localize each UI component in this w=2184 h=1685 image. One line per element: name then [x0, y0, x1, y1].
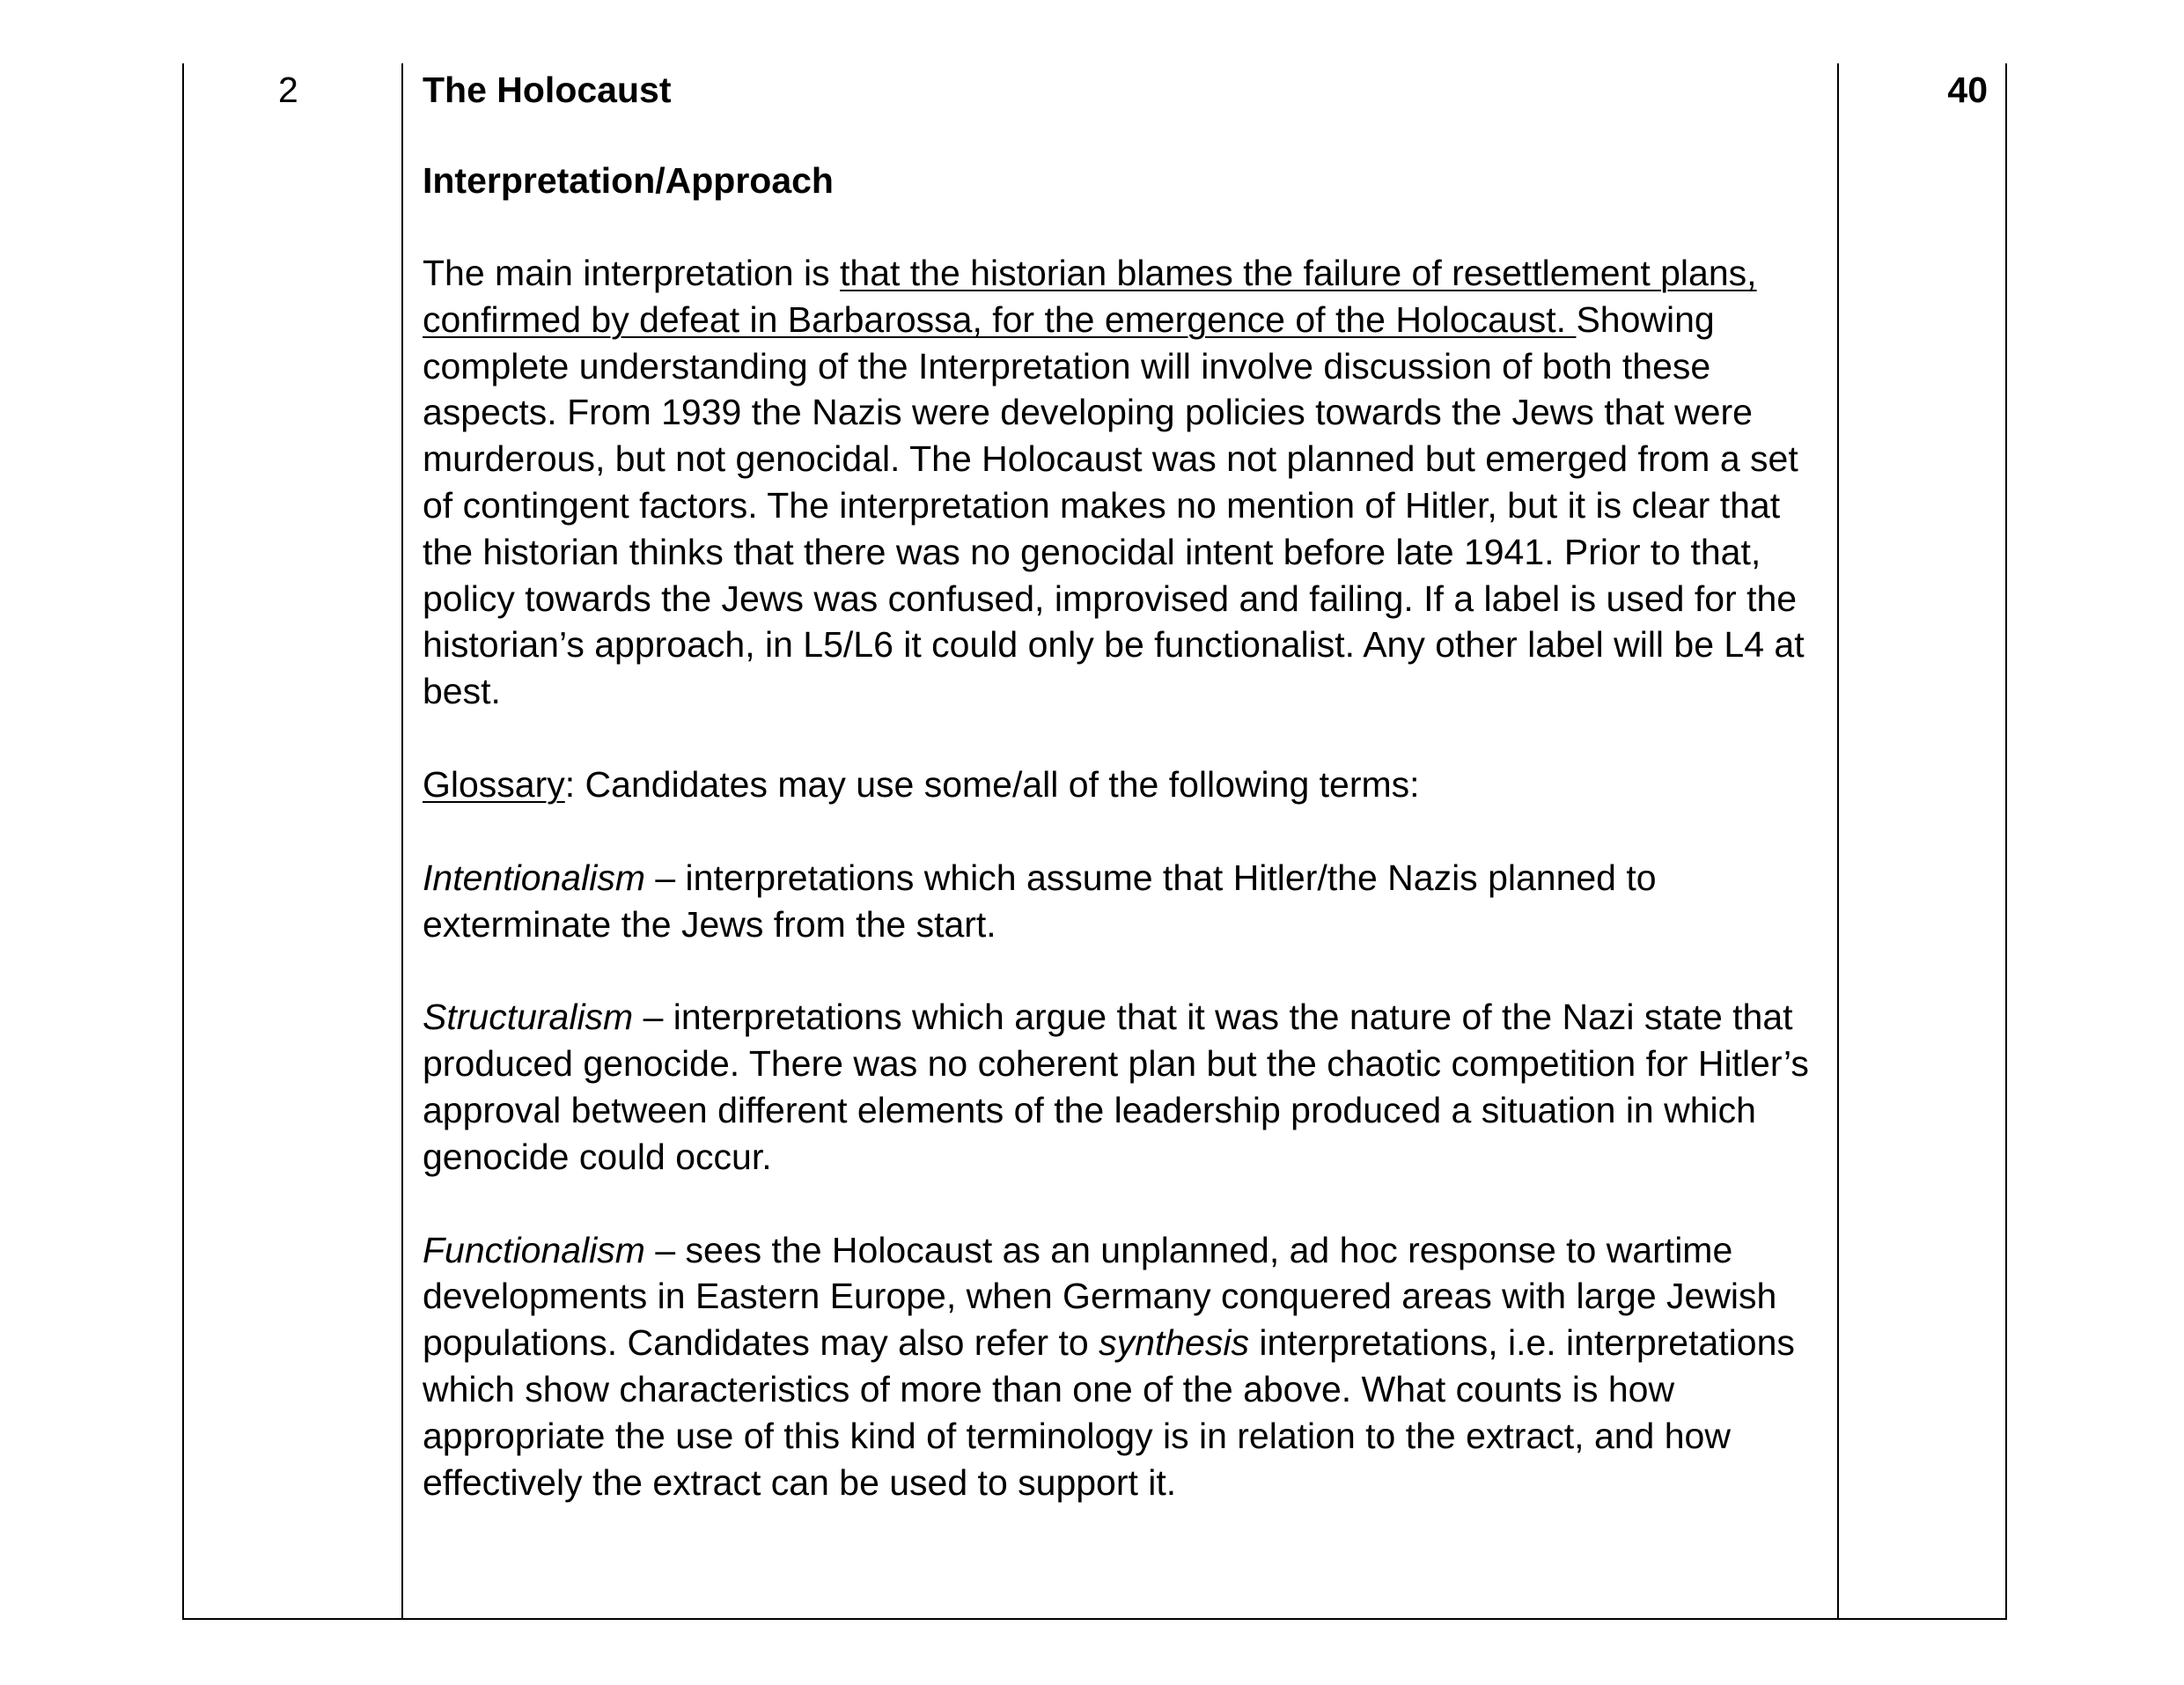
- glossary-definition: – sees the Holocaust as an unplanned, ad hoc response to wartime developments in Eastern Europe, when Germany conquered areas with large Jewish populations. Candidates may also refer to: [423, 1229, 1777, 1364]
- glossary-intro: : Candidates may use some/all of the following terms:: [564, 763, 1420, 805]
- table-border-right: [2005, 63, 2007, 1620]
- glossary-entry-structuralism: [423, 994, 1827, 1180]
- interpretation-paragraph: [423, 250, 1827, 715]
- glossary-entry-functionalism: [423, 1227, 1827, 1506]
- glossary-term: Intentionalism: [423, 857, 645, 898]
- interpretation-key-statement: that the historian blames the failure of resettlement plans, confirmed by defeat in Barbarossa, for the emergence of the Holocaust.: [423, 253, 1757, 340]
- synthesis-term: synthesis: [1099, 1322, 1249, 1364]
- table-border-question-column: [401, 63, 403, 1620]
- question-title: The Holocaust: [423, 70, 672, 110]
- glossary-intro-paragraph: [423, 762, 1827, 808]
- question-number: 2: [278, 70, 298, 110]
- glossary-term: Functionalism: [423, 1229, 645, 1270]
- table-border-bottom: [182, 1618, 2007, 1620]
- glossary-label: Glossary: [423, 763, 565, 805]
- question-content: [423, 69, 1827, 1505]
- question-marks: 40: [1947, 70, 1988, 110]
- table-border-left: [182, 63, 184, 1620]
- table-border-marks-column: [1837, 63, 1839, 1620]
- interpretation-body: Showing complete understanding of the Interpretation will involve discussion of both these aspects. From 1939 the Nazis were developing policies towards the Jews that were murderous, but not genocidal. The Holocaust was not planned but emerged from a set of contingent factors. The interpretation makes no mention of Hitler, but it is clear that the historian thinks that there was no genocidal intent before late 1941. Prior to that, policy towards the Jews was confused, improvised and failing. If a label is used for the historian’s approach, in L5/L6 it could only be functionalist. Any other label will be L4 at best.: [423, 298, 1805, 712]
- glossary-definition: – interpretations which argue that it was the nature of the Nazi state that produced genocide. There was no coherent plan but the chaotic competition for Hitler’s approval between different elements of the leadership produced a situation in which genocide could occur.: [423, 997, 1809, 1177]
- interpretation-heading: Interpretation/Approach: [423, 160, 834, 201]
- interpretation-intro: The main interpretation is: [423, 253, 841, 293]
- glossary-definition-continued: interpretations, i.e. interpretations which show characteristics of more than one of the above. What counts is how appropriate the use of this kind of terminology is in relation to the extract, and how effectively the extract can be used to support it.: [423, 1322, 1795, 1503]
- glossary-definition: – interpretations which assume that Hitler/the Nazis planned to exterminate the Jews from the start.: [423, 857, 1657, 945]
- glossary-term: Structuralism: [423, 997, 634, 1038]
- glossary-entry-intentionalism: [423, 855, 1827, 948]
